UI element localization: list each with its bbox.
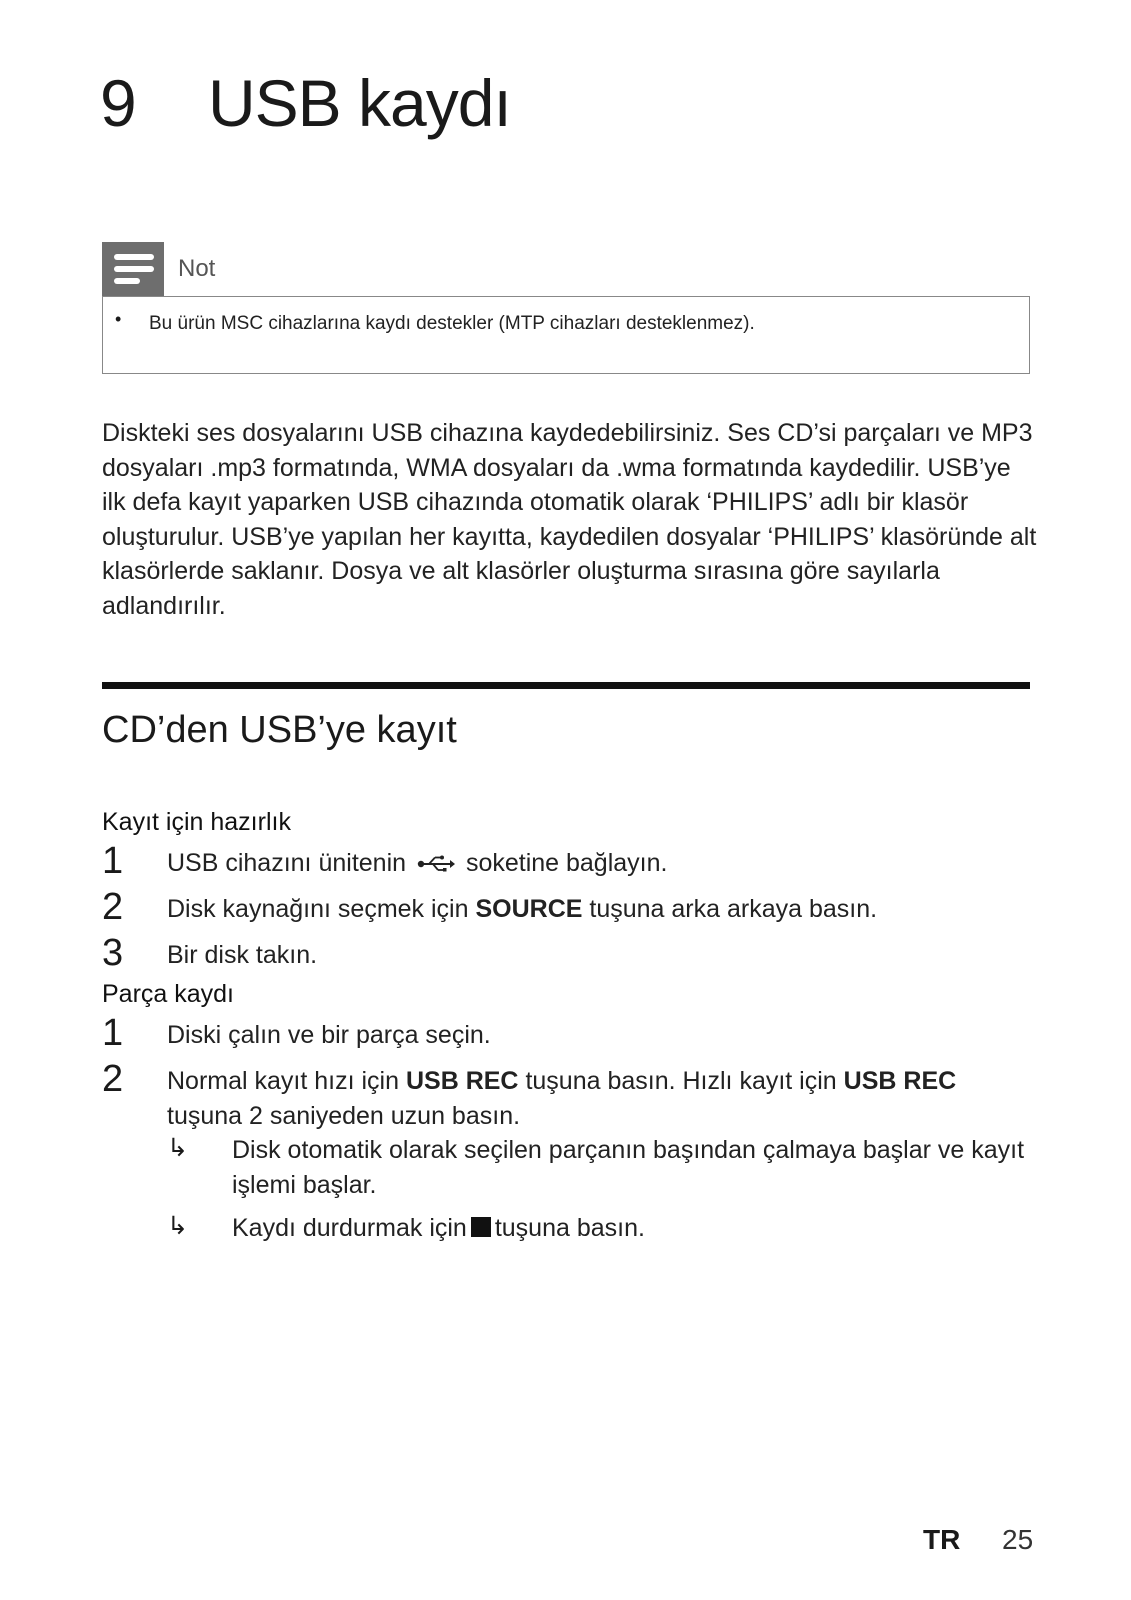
stop-icon [471, 1217, 491, 1237]
footer-language: TR [923, 1524, 961, 1555]
result-text: Kaydı durdurmak için tuşuna basın. [232, 1214, 645, 1242]
track-step-text: Normal kayıt hızı için USB REC tuşuna basın. Hızlı kayıt için USB REC tuşuna 2 saniyeden uzun basın. [167, 1067, 957, 1130]
prep-step-number: 1 [102, 840, 124, 882]
prep-step-number: 2 [102, 886, 124, 928]
section-title: CD’den USB’ye kayıt [102, 709, 457, 751]
usb-rec-key: USB REC [405, 1067, 519, 1095]
usb-icon [417, 855, 455, 873]
note-text: Bu ürün MSC cihazlarına kaydı destekler (MTP cihazları desteklenmez). [149, 313, 755, 334]
prep-step-text: Disk kaynağını seçmek için SOURCE tuşuna arka arkaya basın. [167, 895, 878, 923]
prep-step-text: Bir disk takın. [167, 941, 318, 969]
result-text: Disk otomatik olarak seçilen parçanın başından çalmaya başlar ve kayıt işlemi başlar. [232, 1136, 1025, 1199]
section-divider [102, 682, 1030, 689]
chapter-number: 9 [100, 66, 136, 140]
track-step-number: 1 [102, 1012, 124, 1054]
prep-step-text: USB cihazını ünitenin soketine bağlayın. [167, 849, 668, 877]
intro-paragraph: Diskteki ses dosyalarını USB cihazına kaydedebilirsiniz. Ses CD’si parçaları ve MP3 dosyaları .mp3 formatında, WMA dosyaları da .wma formatında kaydedilir. USB’ye ilk defa kayıt yaparken USB cihazında otomatik olarak ‘PHILIPS’ adlı bir klasör oluşturulur. USB’ye yapılan her kayıtta, kaydedilen dosyalar ‘PHILIPS’ klasöründe alt klasörlerde saklanır. Dosya ve alt klasörler oluşturma sırasına göre sayılarla adlandırılır. [102, 419, 1037, 620]
track-heading: Parça kaydı [102, 980, 235, 1008]
track-step-number: 2 [102, 1058, 124, 1100]
result-arrow-icon: ↳ [167, 1212, 188, 1240]
result-arrow-icon: ↳ [167, 1134, 188, 1162]
usb-rec-key: USB REC [843, 1067, 957, 1095]
prep-heading: Kayıt için hazırlık [102, 808, 291, 836]
note-bullet: • [115, 309, 122, 329]
prep-step-number: 3 [102, 932, 124, 974]
chapter-title: USB kaydı [208, 66, 511, 140]
note-box [102, 296, 1030, 374]
note-label: Not [178, 255, 216, 282]
page-number: 25 [1002, 1524, 1034, 1555]
track-step-text: Diski çalın ve bir parça seçin. [167, 1021, 491, 1049]
note-icon [102, 242, 164, 296]
source-key: SOURCE [475, 895, 583, 923]
